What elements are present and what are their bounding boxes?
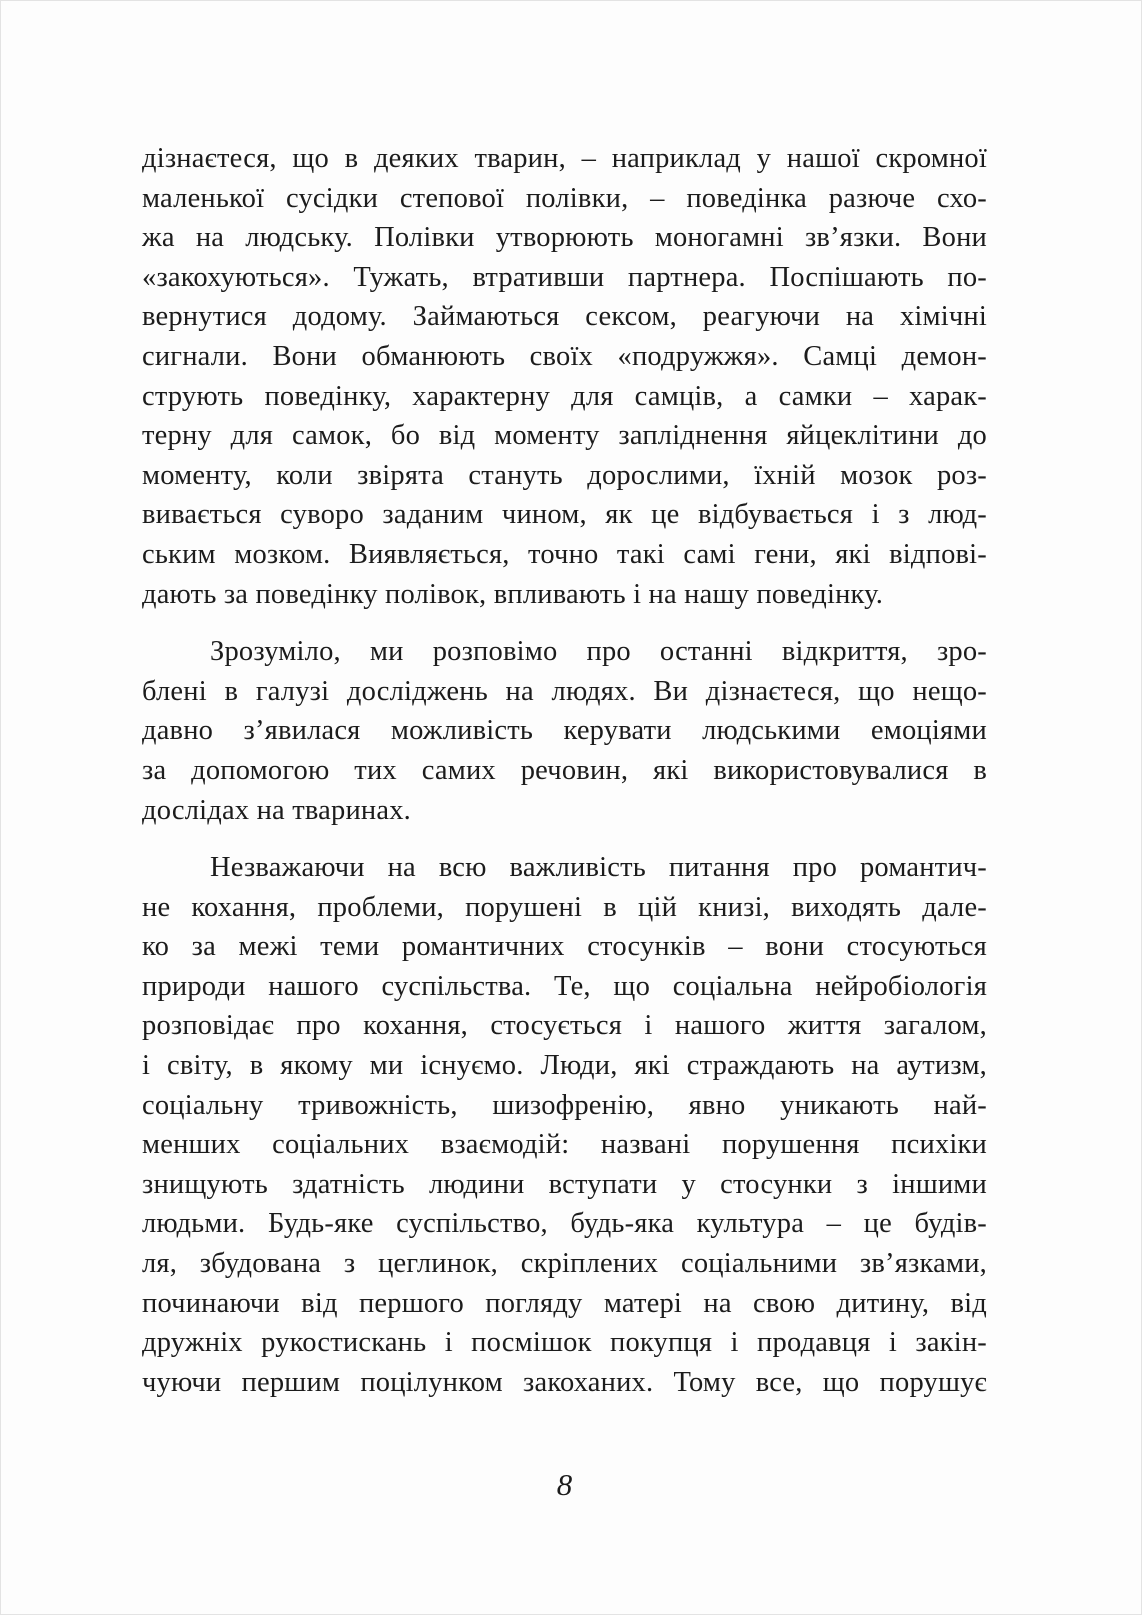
text-line: природи нашого суспільства. Те, що соціальна нейробіологія — [142, 970, 987, 1002]
text-line: дружніх рукостискань і посмішок покупця і продавця і закін- — [142, 1327, 987, 1359]
text-line: моменту, коли звірята стануть дорослими, їхній мозок роз- — [142, 459, 987, 491]
text-line: ським мозком. Виявляється, точно такі самі гени, які відпові- — [142, 538, 987, 570]
text-line: блені в галузі досліджень на людях. Ви дізнаєтеся, що нещо- — [142, 675, 987, 707]
text-line: за допомогою тих самих речовин, які використовувалися в — [142, 754, 987, 786]
paragraph — [142, 848, 987, 1402]
text-line: терну для самок, бо від моменту запліднення яйцеклітини до — [142, 420, 987, 452]
text-line: не кохання, проблеми, порушені в цій книзі, виходять дале- — [142, 891, 987, 923]
text-line: ля, збудована з цеглинок, скріплених соціальними зв’язками, — [142, 1248, 987, 1280]
text-line: Зрозуміло, ми розповімо про останні відкриття, зро- — [210, 636, 987, 668]
text-line: струють поведінку, характерну для самців, а самки – харак- — [142, 380, 987, 412]
text-line: починаючи від першого погляду матері на свою дитину, від — [142, 1287, 987, 1319]
text-line: менших соціальних взаємодій: названі порушення психіки — [142, 1129, 987, 1161]
text-line: жа на людську. Полівки утворюють моногамні зв’язки. Вони — [142, 222, 987, 254]
text-line: людьми. Будь-яке суспільство, будь-яка культура – це будів- — [142, 1208, 987, 1240]
text-line: «закохуються». Тужать, втративши партнера. Поспішають по- — [142, 261, 987, 293]
text-line: дослідах на тваринах. — [142, 794, 411, 826]
text-line: ко за межі теми романтичних стосунків – вони стосуються — [142, 931, 987, 963]
text-line: соціальну тривожність, шизофренію, явно уникають най- — [142, 1089, 987, 1121]
text-line: маленької сусідки степової полівки, – поведінка разюче схо- — [142, 182, 987, 214]
text-line: давно з’явилася можливість керувати людськими емоціями — [142, 715, 987, 747]
text-line: Незважаючи на всю важливість питання про романтич- — [210, 852, 987, 884]
text-line: чуючи першим поцілунком закоханих. Тому все, що порушує — [142, 1366, 987, 1398]
text-line: дають за поведінку полівок, впливають і на нашу поведінку. — [142, 578, 884, 610]
text-line: розповідає про кохання, стосується і нашого життя загалом, — [142, 1010, 987, 1042]
text-line: вернутися додому. Займаються сексом, реагуючи на хімічні — [142, 301, 987, 333]
paragraph — [142, 632, 987, 830]
text-line: дізнаєтеся, що в деяких тварин, – наприклад у нашої скромної — [142, 143, 987, 174]
paragraph — [142, 139, 987, 614]
text-line: знищують здатність людини вступати у стосунки з іншими — [142, 1168, 987, 1200]
page-number: 8 — [556, 1467, 573, 1502]
text-line: і світу, в якому ми існуємо. Люди, які страждають на аутизм, — [142, 1050, 987, 1082]
text-line: вивається суворо заданим чином, як це відбувається і з люд- — [142, 499, 987, 531]
text-block — [142, 139, 987, 1402]
text-line: сигнали. Вони обманюють своїх «подружжя». Самці демон- — [142, 340, 987, 372]
